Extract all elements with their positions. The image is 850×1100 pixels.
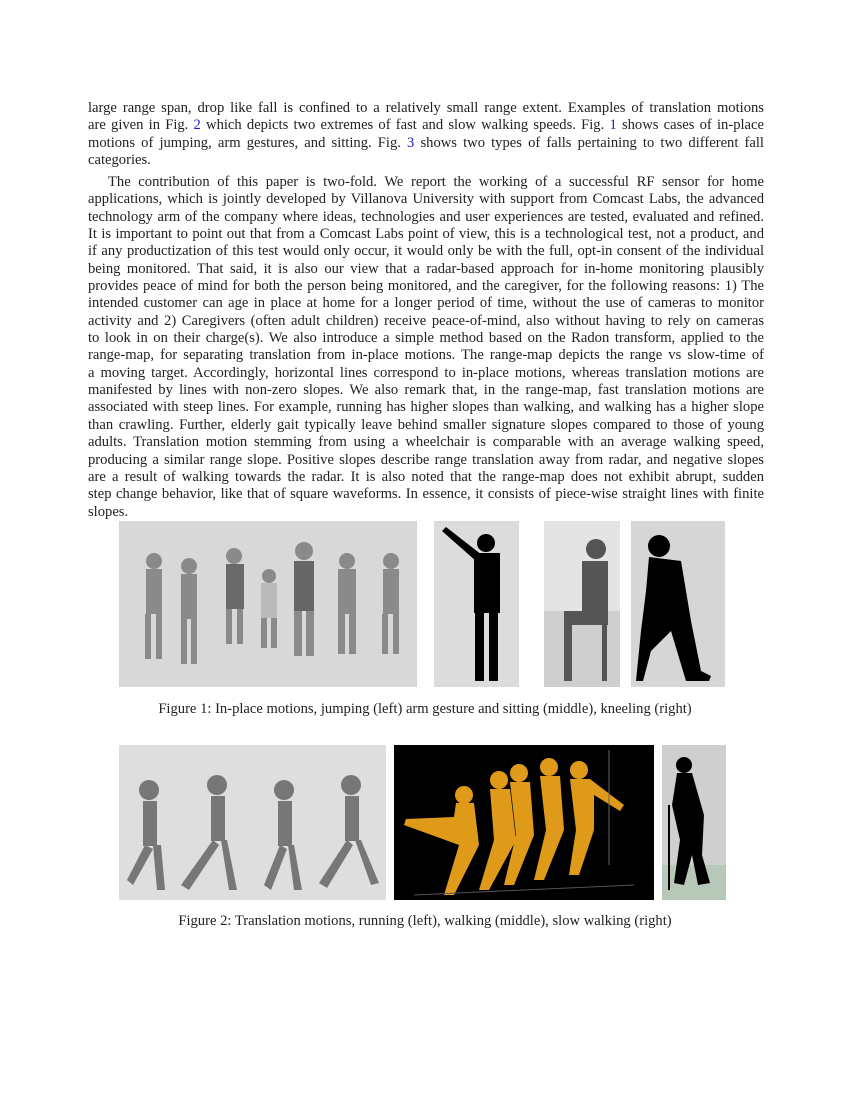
text-line: are a result of walking towards the radar. It is also noted that the range-map does not exhibit abrupt, sudden: [88, 468, 764, 485]
arm-gesture-silhouette: [434, 521, 519, 687]
text-line: categories.: [88, 152, 151, 169]
running-figures-illustration: [119, 745, 386, 900]
figure2-walking-image: [394, 745, 654, 900]
text-line: It is important to point out that from a Comcast Labs point of view, this is a technological test, not a product, and: [88, 226, 764, 243]
text-line: The contribution of this paper is two-fold. We report the working of a successful RF sensor for home: [108, 174, 764, 190]
text-line: if any productization of this test would only occur, it would only be with the full, opt-in consent of the individual: [88, 243, 764, 260]
figure2-slow-walking-image: [662, 745, 726, 900]
text-line: motions of jumping, arm gestures, and sitting. Fig. 3 shows two types of falls pertaining to two different fall: [88, 134, 764, 151]
text-line: applications, which is jointly developed by Villanova University with support from Comcast Labs, the advanced: [88, 191, 764, 208]
sitting-silhouette: [544, 521, 620, 687]
text-line: being monitored. That said, it is also our view that a radar-based approach for in-home monitoring plausibly: [88, 260, 764, 277]
text-line: a moving target. Accordingly, horizontal lines correspond to in-place motions, whereas translation motions are: [88, 364, 764, 381]
slow-walking-silhouette: [662, 745, 726, 900]
text-line: slopes.: [88, 503, 129, 520]
paragraph-intro-end: [88, 100, 764, 169]
paragraph-contribution: [88, 174, 764, 521]
figure1-jumping-image: [119, 521, 417, 687]
text-line: range-map, for separating translation from in-place motions. The range-map depicts the range vs slow-time of: [88, 347, 764, 364]
text-line: manifested by lines with non-zero slopes. We also remark that, in the range-map, fast translation motions are: [88, 382, 764, 399]
figure-reference-link[interactable]: 2: [193, 117, 201, 134]
text-line: step change behavior, like that of square waveforms. In essence, it consists of piece-wise straight lines with finite: [88, 486, 764, 503]
figure2-running-image: [119, 745, 386, 900]
figure-reference-link[interactable]: 3: [407, 134, 415, 151]
text-line: large range span, drop like fall is confined to a relatively small range extent. Examples of translation motions: [88, 100, 764, 116]
figure1-arm-gesture-image: [434, 521, 519, 687]
text-line: than crawling. Further, elderly gait typically leave behind smaller signature slopes compared to those of young: [88, 416, 764, 433]
text-line: are given in Fig. 2 which depicts two extremes of fast and slow walking speeds. Fig. 1 shows cases of in-place: [88, 117, 764, 134]
text-line: to look in on their charge(s). We also introduce a simple method based on the Radon transform, applied to the: [88, 330, 764, 347]
figure2-caption: Figure 2: Translation motions, running (left), walking (middle), slow walking (right): [178, 913, 672, 929]
figure1-kneeling-image: [631, 521, 725, 687]
text-line: intended customer can age in place at home for a longer period of time, without the use of cameras to monitor: [88, 295, 764, 312]
kneeling-silhouette: [631, 521, 725, 687]
figure-reference-link[interactable]: 1: [609, 117, 617, 134]
figure1-caption: Figure 1: In-place motions, jumping (left) arm gesture and sitting (middle), kneeling (right): [158, 701, 692, 717]
text-line: provides peace of mind for both the person being monitored, and the caregiver, for the following reasons: 1) The: [88, 278, 764, 295]
text-line: producing a similar range slope. Positive slopes describe range translation away from radar, and negative slopes: [88, 451, 764, 468]
text-line: adults. Translation motion stemming from using a wheelchair is comparable with an average walking speed,: [88, 434, 764, 451]
walking-figures-illustration: [394, 745, 654, 900]
jumping-people-illustration: [119, 521, 417, 687]
text-line: associated with steep lines. For example, running has higher slopes than walking, and walking has a higher slope: [88, 399, 764, 416]
figure1-sitting-image: [544, 521, 620, 687]
text-line: activity and 2) Caregivers (often adult children) receive peace-of-mind, also without having to rely on cameras: [88, 312, 764, 329]
text-line: technology arm of the company where ideas, technologies and user experiences are tested, evaluated and refined.: [88, 208, 764, 225]
